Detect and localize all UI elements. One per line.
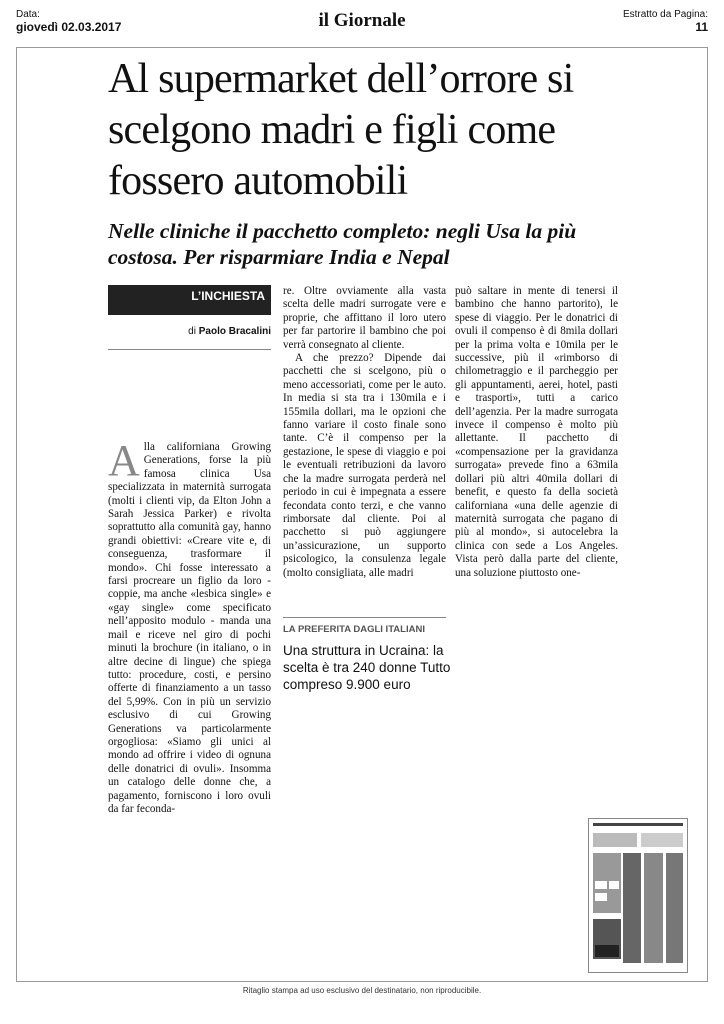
byline-divider xyxy=(108,349,271,350)
article-column-3: può saltare in mente di tenersi il bambino che hanno partorito), le spese di viaggio. Per le donatrici di ovuli il compenso è di 8mila dollari per la prima volta e 10mila per le successive, più il «rimborso di chilometraggio e il parcheggio per gli appuntamenti, aerei, hotel, pasti e trasporti», tutti a carico dell’agenzia. Per la madre surrogata invece il compenso è molto più allettante. Il pacchetto di «compensazione per la gravidanza surrogata» prevede fino a 63mila dollari più altri 40mila dollari di benefit, e questo fa della società californiana «una delle agenzie di maternità surrogata che pagano di più al mondo», si autocelebra la clinica con sede a Los Angeles. Vista però dalla parte del cliente, una soluzione piuttosto one- xyxy=(455,285,618,579)
date-value: giovedì 02.03.2017 xyxy=(16,20,122,34)
page-number: 11 xyxy=(695,20,708,34)
drop-cap: A xyxy=(108,436,140,485)
page-thumbnail xyxy=(588,818,688,973)
page-thumbnail-image xyxy=(589,819,687,972)
newspaper-masthead: il Giornale xyxy=(318,10,406,31)
article-column-2 xyxy=(283,285,446,580)
column-2-paragraph-2: A che prezzo? Dipende dai pacchetti che si scelgono, più o meno accessoriati, come per le auto. In media si sta tra i 130mila e i 155mila dollari, ma le opzioni che fanno variare il costo finale sono tante. C’è il compenso per la gestazione, le spese di viaggio e poi le eventuali retribuzioni da lavoro che la madre surrogata perderà nel periodo in cui è impegnata a essere fecondata conto terzi, e che vanno rimborsate dal cliente. Poi al pacchetto si può aggiungere un’assicurazione, un supporto psicologico, la consulenza legale (molto consigliata, alle madri xyxy=(283,352,446,579)
header-page xyxy=(623,8,708,34)
article-headline: Al supermarket dell’orrore si scelgono madri e figli come fossero automobili xyxy=(108,56,574,204)
date-label: Data: xyxy=(16,9,40,20)
page-label: Estratto da Pagina: xyxy=(622,9,708,20)
box-divider xyxy=(283,617,446,618)
section-label: L’INCHIESTA xyxy=(108,285,271,315)
box-label: LA PREFERITA DAGLI ITALIANI xyxy=(283,624,425,635)
column-1-text: lla californiana Growing Generations, forse la più famosa clinica Usa specializzata in maternità surrogata (molti i clienti vip, da Elton John a Sarah Jessica Parker) e rivolta soprattutto alla comunità gay, hanno grandi obiettivi: «Creare vite e, di conseguenza, trasformare il mondo». Chi fosse interessato a farsi procreare un figlio da loro - coppie, ma anche «lesbica single» e «gay single» come specificato nell’apposito modulo - manda una mail e riceve nel giro di pochi minuti la brochure (in italiano, o in altre decine di lingue) che spiega tutto: procedure, costi, e persino offerte di finanziamento a un tasso del 5,99%. Con in più un servizio esclusivo di cui Growing Generations va particolarmente orgogliosa: «Siamo gli unici al mondo ad offrire i video di ognuna delle donatrici di ovuli». Insomma un catalogo delle donne che, a pagamento, forniscono i loro ovuli da far feconda- xyxy=(108,441,271,815)
column-2-paragraph-1: re. Oltre ovviamente alla vasta scelta delle madri surrogate vere e proprie, che affittano il loro utero per far partorire il bambino che poi verrà consegnato al cliente. xyxy=(283,285,446,351)
byline-author: Paolo Bracalini xyxy=(198,326,271,337)
box-title: Una struttura in Ucraina: la scelta è tra 240 donne Tutto compreso 9.900 euro xyxy=(283,643,451,692)
byline xyxy=(108,326,271,337)
byline-prefix: di xyxy=(188,326,196,337)
article-subheadline: Nelle cliniche il pacchetto completo: negli Usa la più costosa. Per risparmiare India e Nepal xyxy=(108,219,577,269)
article-column-1 xyxy=(108,436,271,816)
footer-notice: Ritaglio stampa ad uso esclusivo del destinatario, non riproducibile. xyxy=(242,986,482,995)
